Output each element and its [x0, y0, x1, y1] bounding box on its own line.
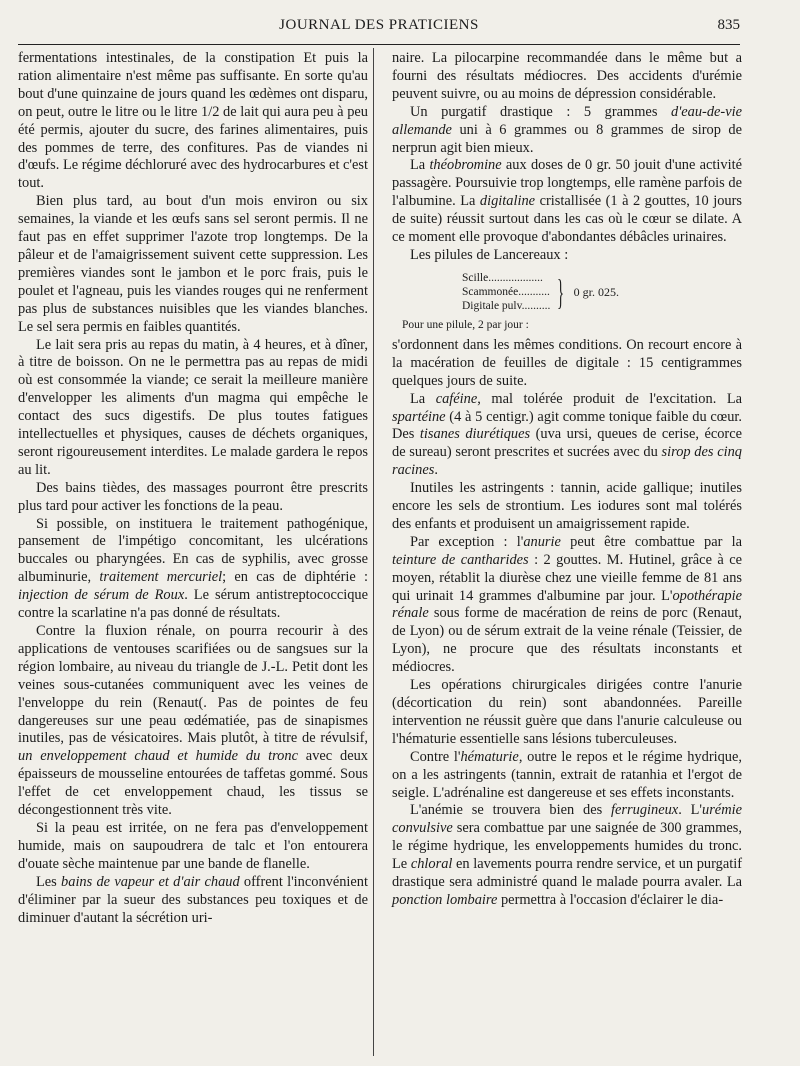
running-header: [18, 14, 740, 40]
italic-run: digitaline: [479, 193, 536, 210]
left-column: [18, 50, 368, 927]
paragraph: [392, 749, 742, 803]
italic-run: injection de sérum de Roux: [18, 587, 185, 604]
formula-line: Digitale pulv..........: [462, 299, 551, 312]
italic-run: traitement mercuriel: [99, 569, 223, 586]
ingredient: Scille: [462, 271, 489, 284]
italic-run: anurie: [523, 533, 561, 550]
text-run: , mal tolérée produit de l'excitation. La: [477, 390, 742, 407]
text-run: Contre l': [410, 748, 461, 765]
italic-run: théobromine: [429, 157, 502, 174]
text-run: sera combattue par une saignée de 300 grammes, le régime hydrique, les enveloppements humides du tronc. Le: [392, 820, 742, 873]
text-run: uni à 6 grammes ou 8 grammes de sirop de nerprun agit bien mieux.: [392, 121, 742, 156]
italic-run: urémie convulsive: [392, 802, 742, 837]
text-run: Contre la fluxion rénale, on pourra recourir à des applications de ventouses scarifiées ou de sangsues sur la région lombaire, au niveau du triangle de J.-L. Petit dont les veines sous-cutanées communiquent avec les veines de l'enveloppe du rein (Renaut(. Pas de pointes de feu dangereuses sur une peau œdématiée, pas de sinapismes inutiles, pas de vésicatoires. Mais plutôt, à titre de révulsif,: [18, 623, 368, 747]
paragraph: [392, 104, 742, 158]
italic-run: opothérapie rénale: [392, 587, 742, 622]
text-run: (uva ursi, queues de cerise, écorce de sureau) seront prescrites et sucrées avec du: [392, 426, 742, 461]
text-run: permettra à l'occasion d'éclairer le dia-: [497, 891, 724, 908]
column-divider: [373, 48, 374, 1056]
formula-line: Scammonée...........: [462, 285, 550, 298]
text-run: Les: [36, 873, 62, 890]
text-run: Si possible, on instituera le traitement pathogénique, pansement de l'impétigo concomitant, les ulcérations buccales ou pharyngées. En cas de syphilis, avec grosse albuminurie,: [18, 515, 368, 586]
ingredient: Digitale pulv: [462, 299, 522, 312]
italic-run: teinture de cantharides: [392, 551, 529, 568]
ingredient: Scammonée: [462, 285, 519, 298]
text-run: sous forme de macération de reins de porc (Renaut, de Lyon) ou de sérum extrait de la veine rénale (Teissier, de Lyon), ne procure que des résultats inconstants et médiocres.: [392, 605, 742, 676]
text-run: cristallisée (1 à 2 gouttes, 10 jours de suite) réussit surtout dans les cas où le cœur se dilate. A ce moment elle provoque d'abondantes débâcles urinaires.: [392, 193, 742, 246]
italic-run: ferrugineux: [611, 802, 679, 819]
paragraph: Si la peau est irritée, on ne fera pas d'enveloppement humide, mais on saupoudrera de talc et l'on entourera d'ouate sèche maintenue par une bande de flanelle.: [18, 819, 368, 872]
paragraph: [392, 534, 742, 677]
italic-run: un enveloppement chaud et humide du tronc: [18, 748, 298, 765]
formula-line: Scille...................: [462, 271, 543, 284]
paragraph: Des bains tièdes, des massages pourront être prescrits plus tard pour activer les fonctions de la peau.: [18, 479, 368, 514]
italic-run: tisanes diurétiques: [419, 426, 531, 443]
page-number: 835: [717, 17, 740, 33]
italic-run: hématurie: [460, 748, 519, 765]
paragraph: Les opérations chirurgicales dirigées contre l'anurie (décortication du rein) sont abandonnées. Pareille intervention ne réussit guère que dans l'anurie calculeuse ou l'hématurie essentielle sans lésions tuberculeuses.: [392, 677, 742, 747]
text-run: . L': [678, 802, 703, 819]
right-column: [392, 50, 742, 910]
text-run: .: [434, 462, 438, 479]
text-run: Par exception : l': [410, 533, 524, 550]
italic-run: d'eau-de-vie allemande: [392, 103, 742, 138]
text-run: La: [410, 157, 430, 174]
text-run: aux doses de 0 gr. 50 jouit d'une activité passagère. Poursuivie trop longtemps, elle ramène parfois de l'albumine. La: [392, 157, 742, 210]
text-run: Un purgatif drastique : 5 grammes: [410, 103, 671, 120]
text-run: offrent l'inconvénient d'éliminer par la sueur des substances peu toxiques et de diminuer d'autant la sécrétion uri-: [18, 873, 368, 926]
text-run: , outre le repos et le régime hydrique, on a les astringents (tannin, extrait de ratanhia et l'ergot de seigle. L'adrénaline est dangereuse et ses effets inconstants.: [392, 748, 742, 801]
dosage-note: Pour une pilule, 2 par jour :: [402, 318, 529, 331]
journal-title: JOURNAL DES PRATICIENS: [279, 17, 479, 33]
text-run: avec deux épaisseurs de mousseline entourées de taffetas gommé. Sous l'effet de cet enveloppement chaud, les tissus se décongestionnent très vite.: [18, 748, 368, 819]
italic-run: caféine: [435, 390, 478, 407]
italic-run: ponction lombaire: [392, 891, 498, 908]
text-run: . Le sérum antistreptococcique contre la scarlatine n'a pas donné de résultats.: [18, 587, 368, 622]
formula-dose: 0 gr. 025.: [573, 284, 619, 299]
text-run: : 2 gouttes. M. Hutinel, grâce à ce moyen, rétablit la diurèse chez une vieille femme de 81 ans qui urinait 14 grammes d'albumine par jour. L': [392, 551, 742, 604]
paragraph: Inutiles les astringents : tannin, acide gallique; inutiles encore les sels de strontium. Les iodures sont mal tolérés des enfants et produisent un amaigrissement rapide.: [392, 480, 742, 532]
text-run: peut être combattue par la: [560, 533, 742, 550]
paragraph: Bien plus tard, au bout d'un mois environ ou six semaines, la viande et les œufs sans sel seront permis. Il ne faut pas en effet supprimer l'azote trop longtemps. De la pâleur et de l'amaigrissement suivent cette suppression. Les premières viandes sont le jambon et le porc frais, puis le poulet et l'agneau, puis les viandes rouges qui ne renferment pas plus de substances nuisibles que les viandes blanches. Le sel sera permis en faibles quantités.: [18, 193, 368, 335]
paragraph: [18, 516, 368, 623]
header-rule: [18, 44, 740, 45]
italic-run: bains de vapeur et d'air chaud: [61, 873, 240, 890]
italic-run: sirop des cinq racines: [392, 444, 742, 479]
text-run: ; en cas de diphtérie :: [222, 569, 369, 586]
paragraph: Le lait sera pris au repas du matin, à 4 heures, et à dîner, à titre de boisson. On ne le permettra pas au repas de midi où est consommée la viande; ce serait la meilleure manière d'envelopper les aliments d'un magma qui empêche le contact des sucs digestifs. De plus toutes fatigues intellectuelles et physiques, causes de déchets organiques, seront rigoureusement interdites. Le malade gardera le repos au lit.: [18, 336, 368, 478]
brace-glyph: }: [557, 271, 565, 312]
italic-run: chloral: [410, 856, 453, 873]
paragraph: Les pilules de Lancereaux :: [410, 246, 569, 263]
italic-run: spartéine: [392, 408, 446, 425]
paragraph: [392, 157, 742, 247]
formula-ingredients: [462, 271, 550, 313]
paragraph: [392, 391, 742, 481]
text-run: La: [410, 390, 436, 407]
paragraph: naire. La pilocarpine recommandée dans le même but a fourni des résultats médiocres. Des accidents d'urémie peuvent suivre, ou au moins de dépression considérable.: [392, 50, 742, 102]
text-run: en lavements pourra rendre service, et un purgatif drastique sera administré quand le malade pourra avaler. La: [392, 856, 742, 891]
text-run: (4 à 5 centigr.) agit comme tonique faible du cœur. Des: [392, 408, 742, 443]
paragraph: s'ordonnent dans les mêmes conditions. On recourt encore à la macération de feuilles de digitale : 15 centigrammes quelques jours de suite.: [392, 336, 742, 389]
paragraph: [18, 874, 368, 928]
paragraph: [392, 802, 742, 909]
paragraph: fermentations intestinales, de la constipation Et puis la ration alimentaire n'est même pas suffisante. En sorte qu'au bout d'une quinzaine de jours quand les œdèmes ont disparu, on peut, outre le litre ou le litre 1/2 de lait qui aura peu à peu été permis, ajouter du sucre, des farines alimentaires, puis des pommes de terre, des confitures. Pas de viandes ni d'œufs. Le régime déchloruré avec des hydrocarbures et c'est tout.: [18, 50, 369, 192]
pill-formula: [462, 271, 742, 313]
text-run: L'anémie se trouvera bien des: [410, 802, 612, 819]
paragraph: [18, 623, 368, 820]
